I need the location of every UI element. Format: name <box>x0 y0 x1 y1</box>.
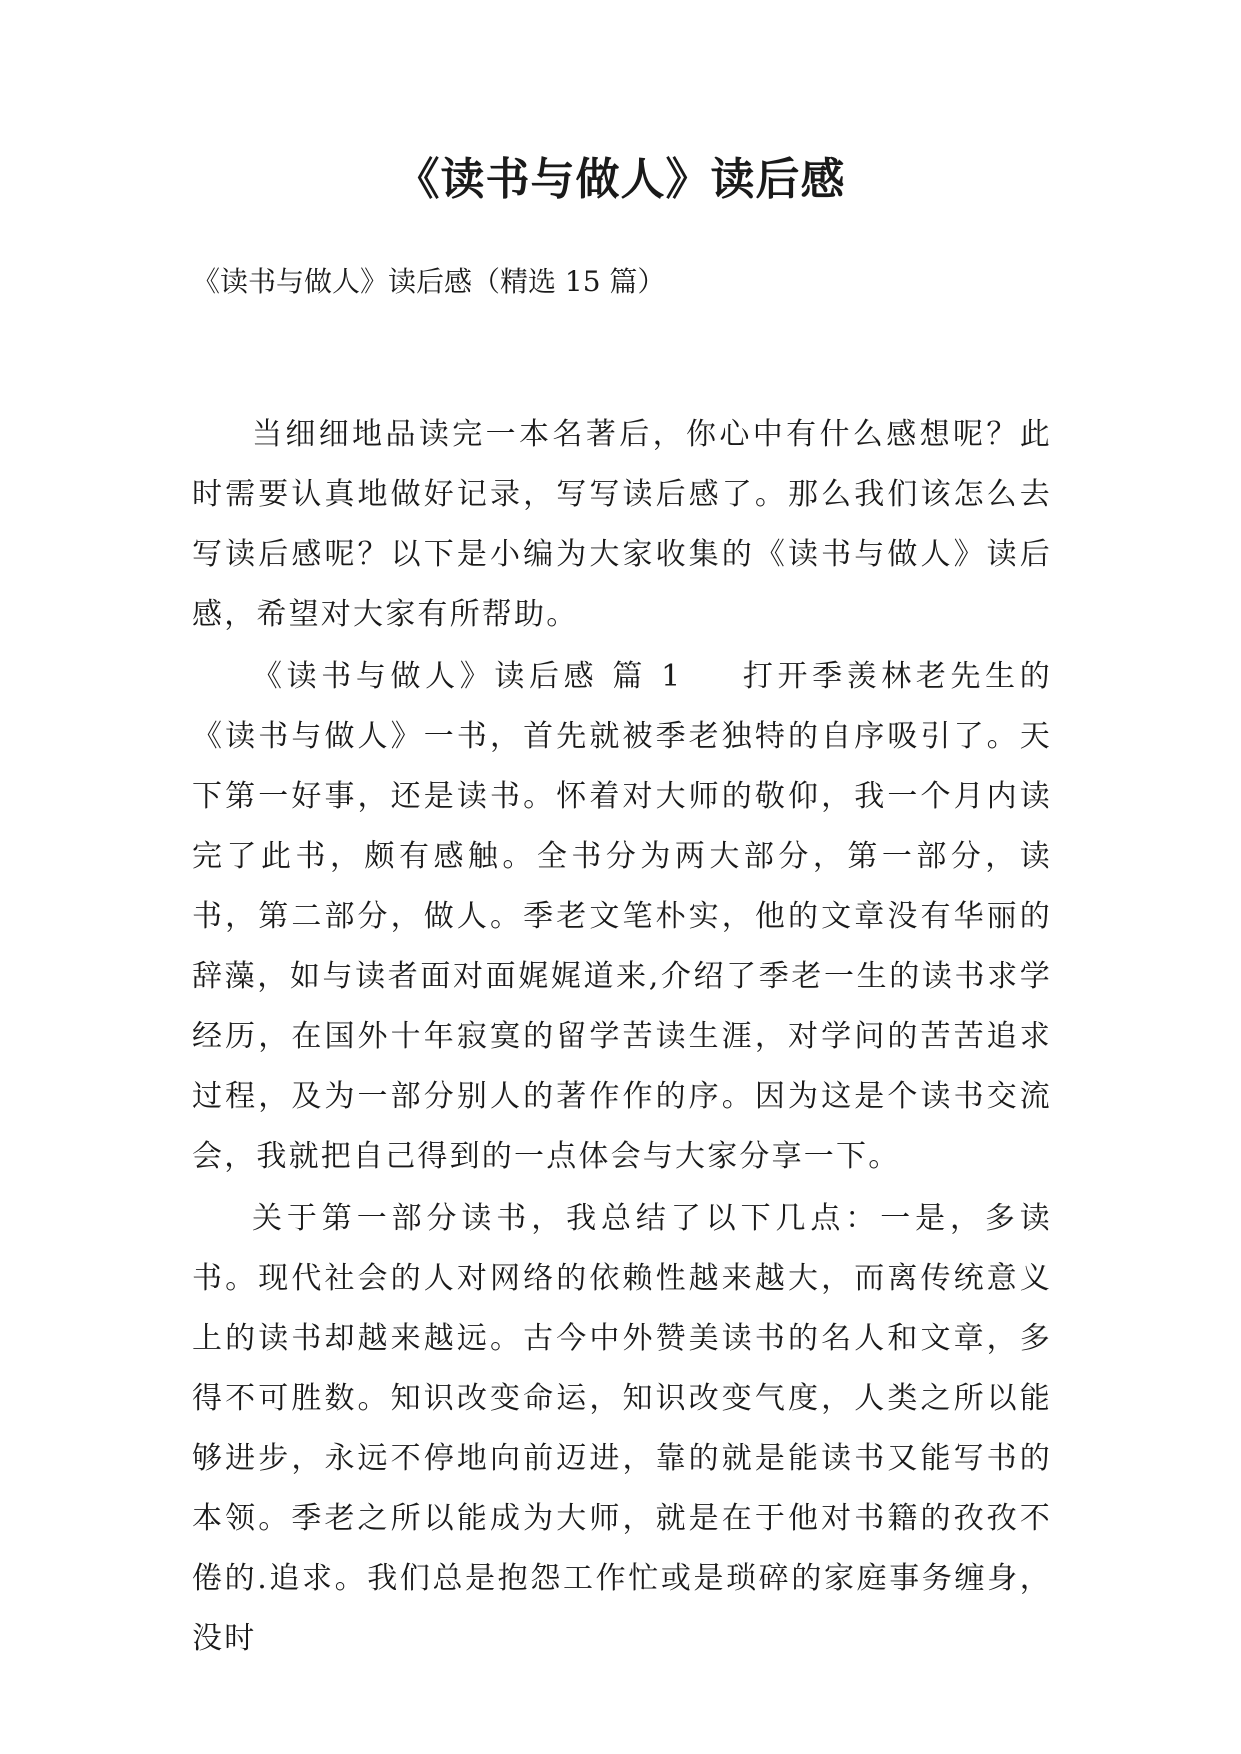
section-1-paragraph <box>192 647 1052 1187</box>
document-title: 《读书与做人》读后感 <box>395 154 846 205</box>
paragraph-3: 关于第一部分读书，我总结了以下几点：一是，多读书。现代社会的人对网络的依赖性越来越大，而离传统意义上的读书却越来越远。古今中外赞美读书的名人和文章，多得不可胜数。知识改变命运，知识改变气度，人类之所以能够进步，永远不停地向前迈进，靠的就是能读书又能写书的本领。季老之所以能成为大师，就是在于他对书籍的孜孜不倦的.追求。我们总是抱怨工作忙或是琐碎的家庭事务缠身，没时 <box>192 1201 1052 1656</box>
document-subtitle: 《读书与做人》读后感（精选 15 篇） <box>192 265 666 298</box>
section-1-text: 打开季羡林老先生的《读书与做人》一书，首先就被季老独特的自序吸引了。天下第一好事，还是读书。怀着对大师的敬仰，我一个月内读完了此书，颇有感触。全书分为两大部分，第一部分，读书，第二部分，做人。季老文笔朴实，他的文章没有华丽的辞藻，如与读者面对面娓娓道来,介绍了季老一生的读书求学经历，在国外十年寂寞的留学苦读生涯，对学问的苦苦追求过程，及为一部分别人的著作作的序。因为这是个读书交流会，我就把自己得到的一点体会与大家分享一下。 <box>192 659 1052 1174</box>
section-1-heading: 《读书与做人》读后感 篇 1 <box>252 659 683 694</box>
document-body <box>192 405 1052 1671</box>
intro-paragraph: 当细细地品读完一本名著后，你心中有什么感想呢？此时需要认真地做好记录，写写读后感了。那么我们该怎么去写读后感呢？以下是小编为大家收集的《读书与做人》读后感，希望对大家有所帮助。 <box>192 417 1052 632</box>
